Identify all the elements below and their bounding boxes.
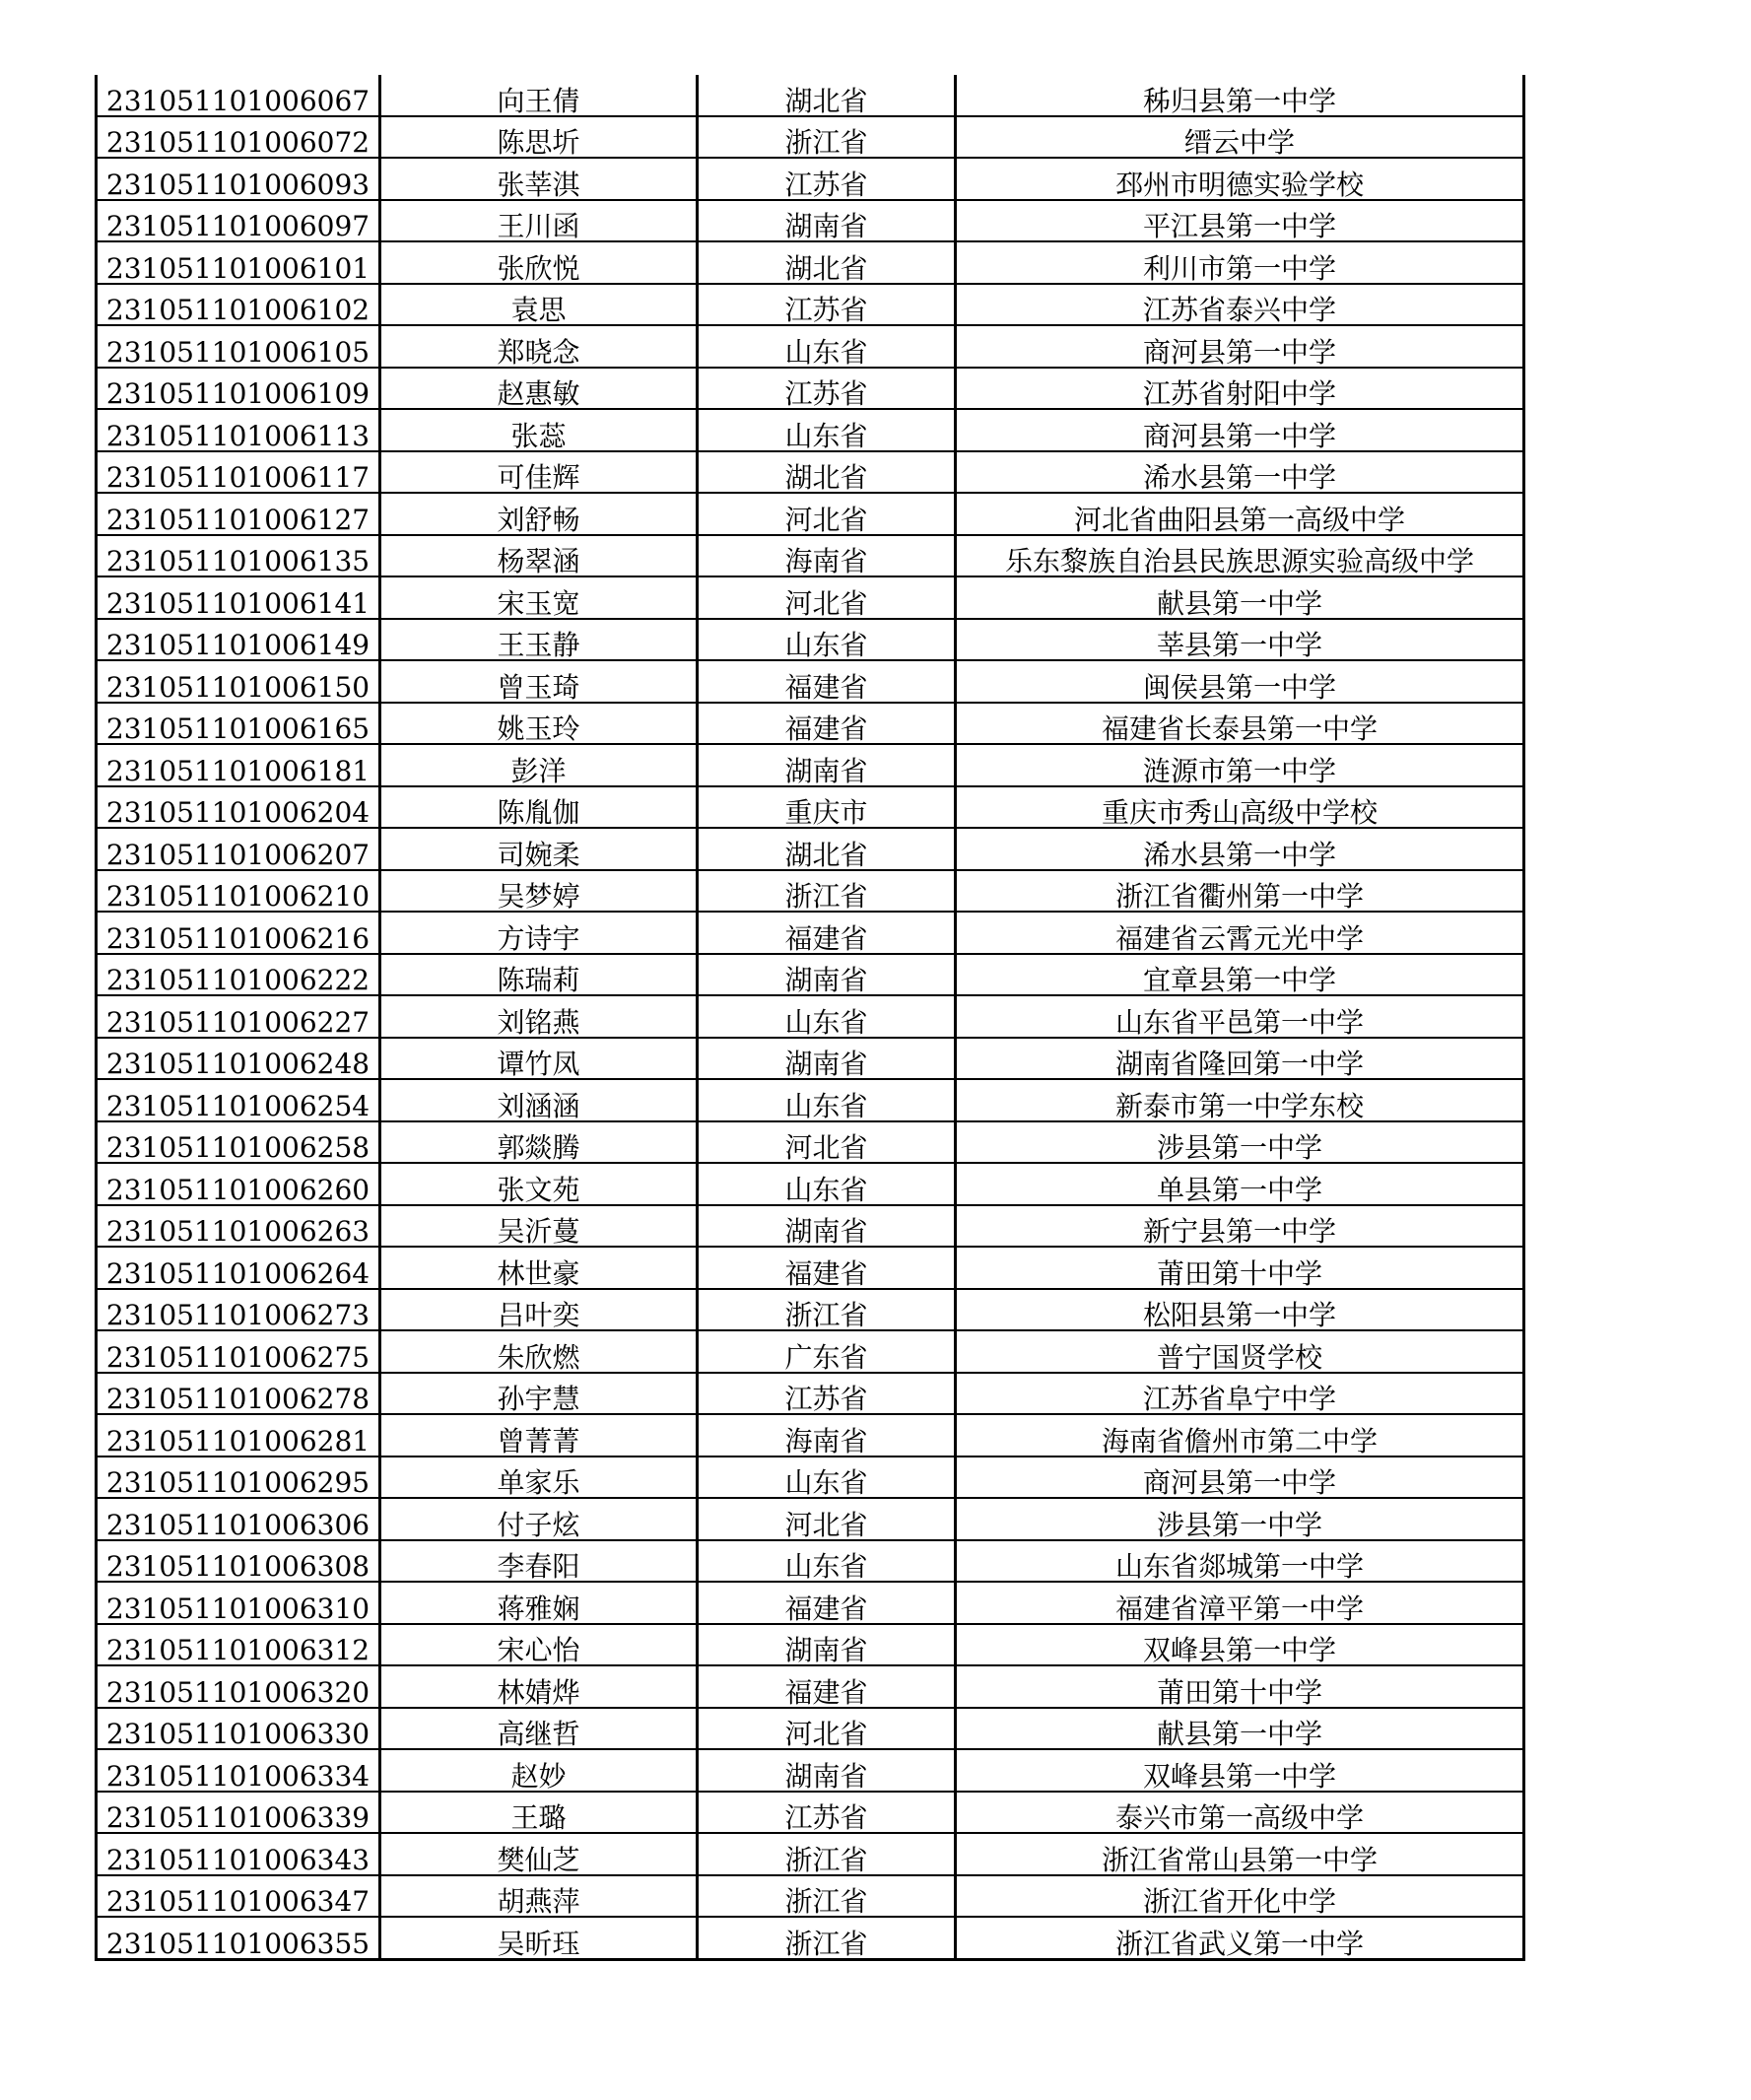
province-cell: 浙江省 [698,1917,956,1959]
exam-id-cell: 231051101006330 [97,1708,380,1750]
school-cell: 莆田第十中学 [956,1665,1524,1708]
table-row [97,368,1524,410]
school-cell: 福建省漳平第一中学 [956,1582,1524,1624]
exam-id-cell: 231051101006135 [97,535,380,577]
school-cell: 莆田第十中学 [956,1247,1524,1289]
table-row [97,995,1524,1038]
province-cell: 广东省 [698,1330,956,1373]
table-row [97,241,1524,284]
student-name-cell: 陈胤伽 [380,786,698,829]
province-cell: 福建省 [698,912,956,954]
exam-id-cell: 231051101006102 [97,284,380,326]
province-cell: 福建省 [698,1247,956,1289]
table-row [97,1163,1524,1205]
table-row [97,535,1524,577]
school-cell: 松阳县第一中学 [956,1289,1524,1331]
student-name-cell: 吴沂蔓 [380,1205,698,1248]
school-cell: 邳州市明德实验学校 [956,158,1524,200]
student-name-cell: 吴梦婷 [380,870,698,913]
table-row [97,158,1524,200]
student-name-cell: 王川函 [380,200,698,242]
student-name-cell: 王璐 [380,1792,698,1834]
student-name-cell: 陈思圻 [380,116,698,159]
exam-id-cell: 231051101006258 [97,1121,380,1164]
student-name-cell: 吴昕珏 [380,1917,698,1959]
exam-id-cell: 231051101006295 [97,1456,380,1499]
province-cell: 浙江省 [698,870,956,913]
exam-id-cell: 231051101006210 [97,870,380,913]
province-cell: 福建省 [698,1582,956,1624]
exam-id-cell: 231051101006101 [97,241,380,284]
student-name-cell: 吕叶奕 [380,1289,698,1331]
table-row [97,1289,1524,1331]
exam-id-cell: 231051101006260 [97,1163,380,1205]
exam-id-cell: 231051101006278 [97,1373,380,1415]
province-cell: 河北省 [698,493,956,535]
exam-id-cell: 231051101006216 [97,912,380,954]
school-cell: 闽侯县第一中学 [956,660,1524,703]
exam-id-cell: 231051101006097 [97,200,380,242]
province-cell: 福建省 [698,660,956,703]
school-cell: 单县第一中学 [956,1163,1524,1205]
student-name-cell: 郑晓念 [380,325,698,368]
province-cell: 海南省 [698,535,956,577]
province-cell: 山东省 [698,1540,956,1583]
student-name-cell: 张文苑 [380,1163,698,1205]
province-cell: 浙江省 [698,116,956,159]
province-cell: 河北省 [698,1498,956,1540]
exam-id-cell: 231051101006281 [97,1414,380,1456]
student-name-cell: 郭燚腾 [380,1121,698,1164]
province-cell: 重庆市 [698,786,956,829]
student-name-cell: 李春阳 [380,1540,698,1583]
table-row [97,1121,1524,1164]
exam-id-cell: 231051101006264 [97,1247,380,1289]
exam-id-cell: 231051101006320 [97,1665,380,1708]
student-name-cell: 朱欣燃 [380,1330,698,1373]
school-cell: 福建省云霄元光中学 [956,912,1524,954]
student-name-cell: 林世豪 [380,1247,698,1289]
table-row [97,1498,1524,1540]
table-row [97,954,1524,996]
exam-id-cell: 231051101006181 [97,744,380,786]
exam-id-cell: 231051101006150 [97,660,380,703]
exam-id-cell: 231051101006308 [97,1540,380,1583]
table-row [97,409,1524,451]
student-name-cell: 樊仙芝 [380,1833,698,1875]
province-cell: 湖南省 [698,200,956,242]
province-cell: 江苏省 [698,1373,956,1415]
student-name-cell: 蒋雅娴 [380,1582,698,1624]
exam-id-cell: 231051101006306 [97,1498,380,1540]
student-name-cell: 赵惠敏 [380,368,698,410]
province-cell: 浙江省 [698,1875,956,1918]
student-table-body [97,75,1524,1959]
exam-id-cell: 231051101006149 [97,619,380,661]
school-cell: 新泰市第一中学东校 [956,1079,1524,1121]
school-cell: 乐东黎族自治县民族思源实验高级中学 [956,535,1524,577]
province-cell: 湖北省 [698,241,956,284]
exam-id-cell: 231051101006067 [97,75,380,116]
school-cell: 江苏省泰兴中学 [956,284,1524,326]
province-cell: 浙江省 [698,1289,956,1331]
student-name-cell: 刘铭燕 [380,995,698,1038]
school-cell: 献县第一中学 [956,576,1524,619]
school-cell: 浙江省衢州第一中学 [956,870,1524,913]
province-cell: 河北省 [698,1121,956,1164]
exam-id-cell: 231051101006254 [97,1079,380,1121]
province-cell: 山东省 [698,1163,956,1205]
province-cell: 山东省 [698,619,956,661]
table-row [97,1540,1524,1583]
school-cell: 山东省郯城第一中学 [956,1540,1524,1583]
exam-id-cell: 231051101006207 [97,828,380,870]
exam-id-cell: 231051101006109 [97,368,380,410]
province-cell: 福建省 [698,703,956,745]
school-cell: 双峰县第一中学 [956,1749,1524,1792]
exam-id-cell: 231051101006072 [97,116,380,159]
student-name-cell: 谭竹凤 [380,1038,698,1080]
exam-id-cell: 231051101006093 [97,158,380,200]
school-cell: 浠水县第一中学 [956,451,1524,494]
student-name-cell: 刘涵涵 [380,1079,698,1121]
school-cell: 福建省长泰县第一中学 [956,703,1524,745]
table-row [97,576,1524,619]
student-name-cell: 姚玉玲 [380,703,698,745]
table-row [97,75,1524,116]
table-row [97,912,1524,954]
school-cell: 涉县第一中学 [956,1121,1524,1164]
exam-id-cell: 231051101006165 [97,703,380,745]
table-row [97,1875,1524,1918]
province-cell: 江苏省 [698,368,956,410]
province-cell: 海南省 [698,1414,956,1456]
province-cell: 江苏省 [698,1792,956,1834]
table-row [97,1665,1524,1708]
school-cell: 新宁县第一中学 [956,1205,1524,1248]
exam-id-cell: 231051101006105 [97,325,380,368]
province-cell: 湖南省 [698,1624,956,1666]
province-cell: 湖南省 [698,1749,956,1792]
exam-id-cell: 231051101006347 [97,1875,380,1918]
school-cell: 缙云中学 [956,116,1524,159]
exam-id-cell: 231051101006204 [97,786,380,829]
school-cell: 涉县第一中学 [956,1498,1524,1540]
student-name-cell: 张蕊 [380,409,698,451]
school-cell: 河北省曲阳县第一高级中学 [956,493,1524,535]
exam-id-cell: 231051101006113 [97,409,380,451]
exam-id-cell: 231051101006312 [97,1624,380,1666]
province-cell: 湖南省 [698,744,956,786]
student-name-cell: 曾菁菁 [380,1414,698,1456]
province-cell: 湖北省 [698,451,956,494]
exam-id-cell: 231051101006141 [97,576,380,619]
table-row [97,1917,1524,1959]
student-name-cell: 袁思 [380,284,698,326]
province-cell: 湖北省 [698,828,956,870]
student-name-cell: 林婧烨 [380,1665,698,1708]
province-cell: 山东省 [698,995,956,1038]
school-cell: 浙江省开化中学 [956,1875,1524,1918]
table-row [97,284,1524,326]
province-cell: 河北省 [698,1708,956,1750]
table-row [97,1330,1524,1373]
province-cell: 山东省 [698,409,956,451]
table-row [97,1749,1524,1792]
student-name-cell: 张欣悦 [380,241,698,284]
school-cell: 商河县第一中学 [956,325,1524,368]
province-cell: 湖南省 [698,1038,956,1080]
exam-id-cell: 231051101006222 [97,954,380,996]
table-row [97,1582,1524,1624]
exam-id-cell: 231051101006273 [97,1289,380,1331]
student-name-cell: 曾玉琦 [380,660,698,703]
province-cell: 浙江省 [698,1833,956,1875]
table-row [97,1456,1524,1499]
school-cell: 泰兴市第一高级中学 [956,1792,1524,1834]
table-row [97,1708,1524,1750]
province-cell: 江苏省 [698,158,956,200]
exam-id-cell: 231051101006310 [97,1582,380,1624]
school-cell: 普宁国贤学校 [956,1330,1524,1373]
exam-id-cell: 231051101006275 [97,1330,380,1373]
student-name-cell: 张莘淇 [380,158,698,200]
school-cell: 涟源市第一中学 [956,744,1524,786]
school-cell: 浠水县第一中学 [956,828,1524,870]
table-row [97,1038,1524,1080]
school-cell: 江苏省射阳中学 [956,368,1524,410]
student-name-cell: 孙宇慧 [380,1373,698,1415]
school-cell: 宜章县第一中学 [956,954,1524,996]
table-row [97,744,1524,786]
student-name-cell: 单家乐 [380,1456,698,1499]
exam-id-cell: 231051101006127 [97,493,380,535]
student-name-cell: 可佳辉 [380,451,698,494]
exam-id-cell: 231051101006117 [97,451,380,494]
school-cell: 浙江省武义第一中学 [1114,1927,1364,1959]
province-cell: 山东省 [698,1079,956,1121]
province-cell: 湖北省 [698,75,956,116]
student-name-cell: 司婉柔 [380,828,698,870]
province-cell: 河北省 [698,576,956,619]
table-row [97,1792,1524,1834]
student-name-cell: 王玉静 [380,619,698,661]
province-cell: 江苏省 [698,284,956,326]
table-row [97,703,1524,745]
table-row [97,1833,1524,1875]
table-row [97,660,1524,703]
table-row [97,1624,1524,1666]
student-name-cell: 方诗宇 [380,912,698,954]
school-cell: 平江县第一中学 [956,200,1524,242]
school-cell: 商河县第一中学 [956,1456,1524,1499]
province-cell: 福建省 [698,1665,956,1708]
school-cell: 献县第一中学 [956,1708,1524,1750]
student-name-cell: 彭洋 [380,744,698,786]
school-cell: 湖南省隆回第一中学 [956,1038,1524,1080]
table-row [97,1373,1524,1415]
table-row [97,1079,1524,1121]
student-name-cell: 胡燕萍 [380,1875,698,1918]
table-row [97,786,1524,829]
exam-id-cell: 231051101006339 [97,1792,380,1834]
student-table [95,75,1525,1961]
province-cell: 山东省 [698,1456,956,1499]
school-cell: 海南省儋州市第二中学 [956,1414,1524,1456]
table-row [97,325,1524,368]
student-name-cell: 赵妙 [380,1749,698,1792]
table-row [97,828,1524,870]
province-cell: 山东省 [698,325,956,368]
school-cell: 商河县第一中学 [956,409,1524,451]
table-row [97,1247,1524,1289]
school-cell: 秭归县第一中学 [956,75,1524,116]
school-cell: 江苏省阜宁中学 [956,1373,1524,1415]
student-name-cell: 刘舒畅 [380,493,698,535]
exam-id-cell: 231051101006263 [97,1205,380,1248]
school-cell: 山东省平邑第一中学 [956,995,1524,1038]
student-name-cell: 付子炫 [380,1498,698,1540]
student-name-cell: 高继哲 [380,1708,698,1750]
school-cell: 莘县第一中学 [956,619,1524,661]
school-cell: 双峰县第一中学 [956,1624,1524,1666]
table-row [97,1205,1524,1248]
table-row [97,619,1524,661]
exam-id-cell: 231051101006227 [97,995,380,1038]
student-name-cell: 宋玉宽 [380,576,698,619]
table-row [97,870,1524,913]
table-row [97,200,1524,242]
province-cell: 湖南省 [698,1205,956,1248]
school-cell: 重庆市秀山高级中学校 [956,786,1524,829]
exam-id-cell: 231051101006355 [97,1917,380,1959]
school-cell: 利川市第一中学 [956,241,1524,284]
table-row [97,451,1524,494]
student-name-cell: 宋心怡 [380,1624,698,1666]
student-name-cell: 向王倩 [380,75,698,116]
school-cell: 浙江省常山县第一中学 [956,1833,1524,1875]
table-row [97,1414,1524,1456]
student-name-cell: 杨翠涵 [380,535,698,577]
exam-id-cell: 231051101006248 [97,1038,380,1080]
table-row [97,493,1524,535]
student-name-cell: 陈瑞莉 [380,954,698,996]
exam-id-cell: 231051101006343 [97,1833,380,1875]
province-cell: 湖南省 [698,954,956,996]
table-row [97,116,1524,159]
exam-id-cell: 231051101006334 [97,1749,380,1792]
